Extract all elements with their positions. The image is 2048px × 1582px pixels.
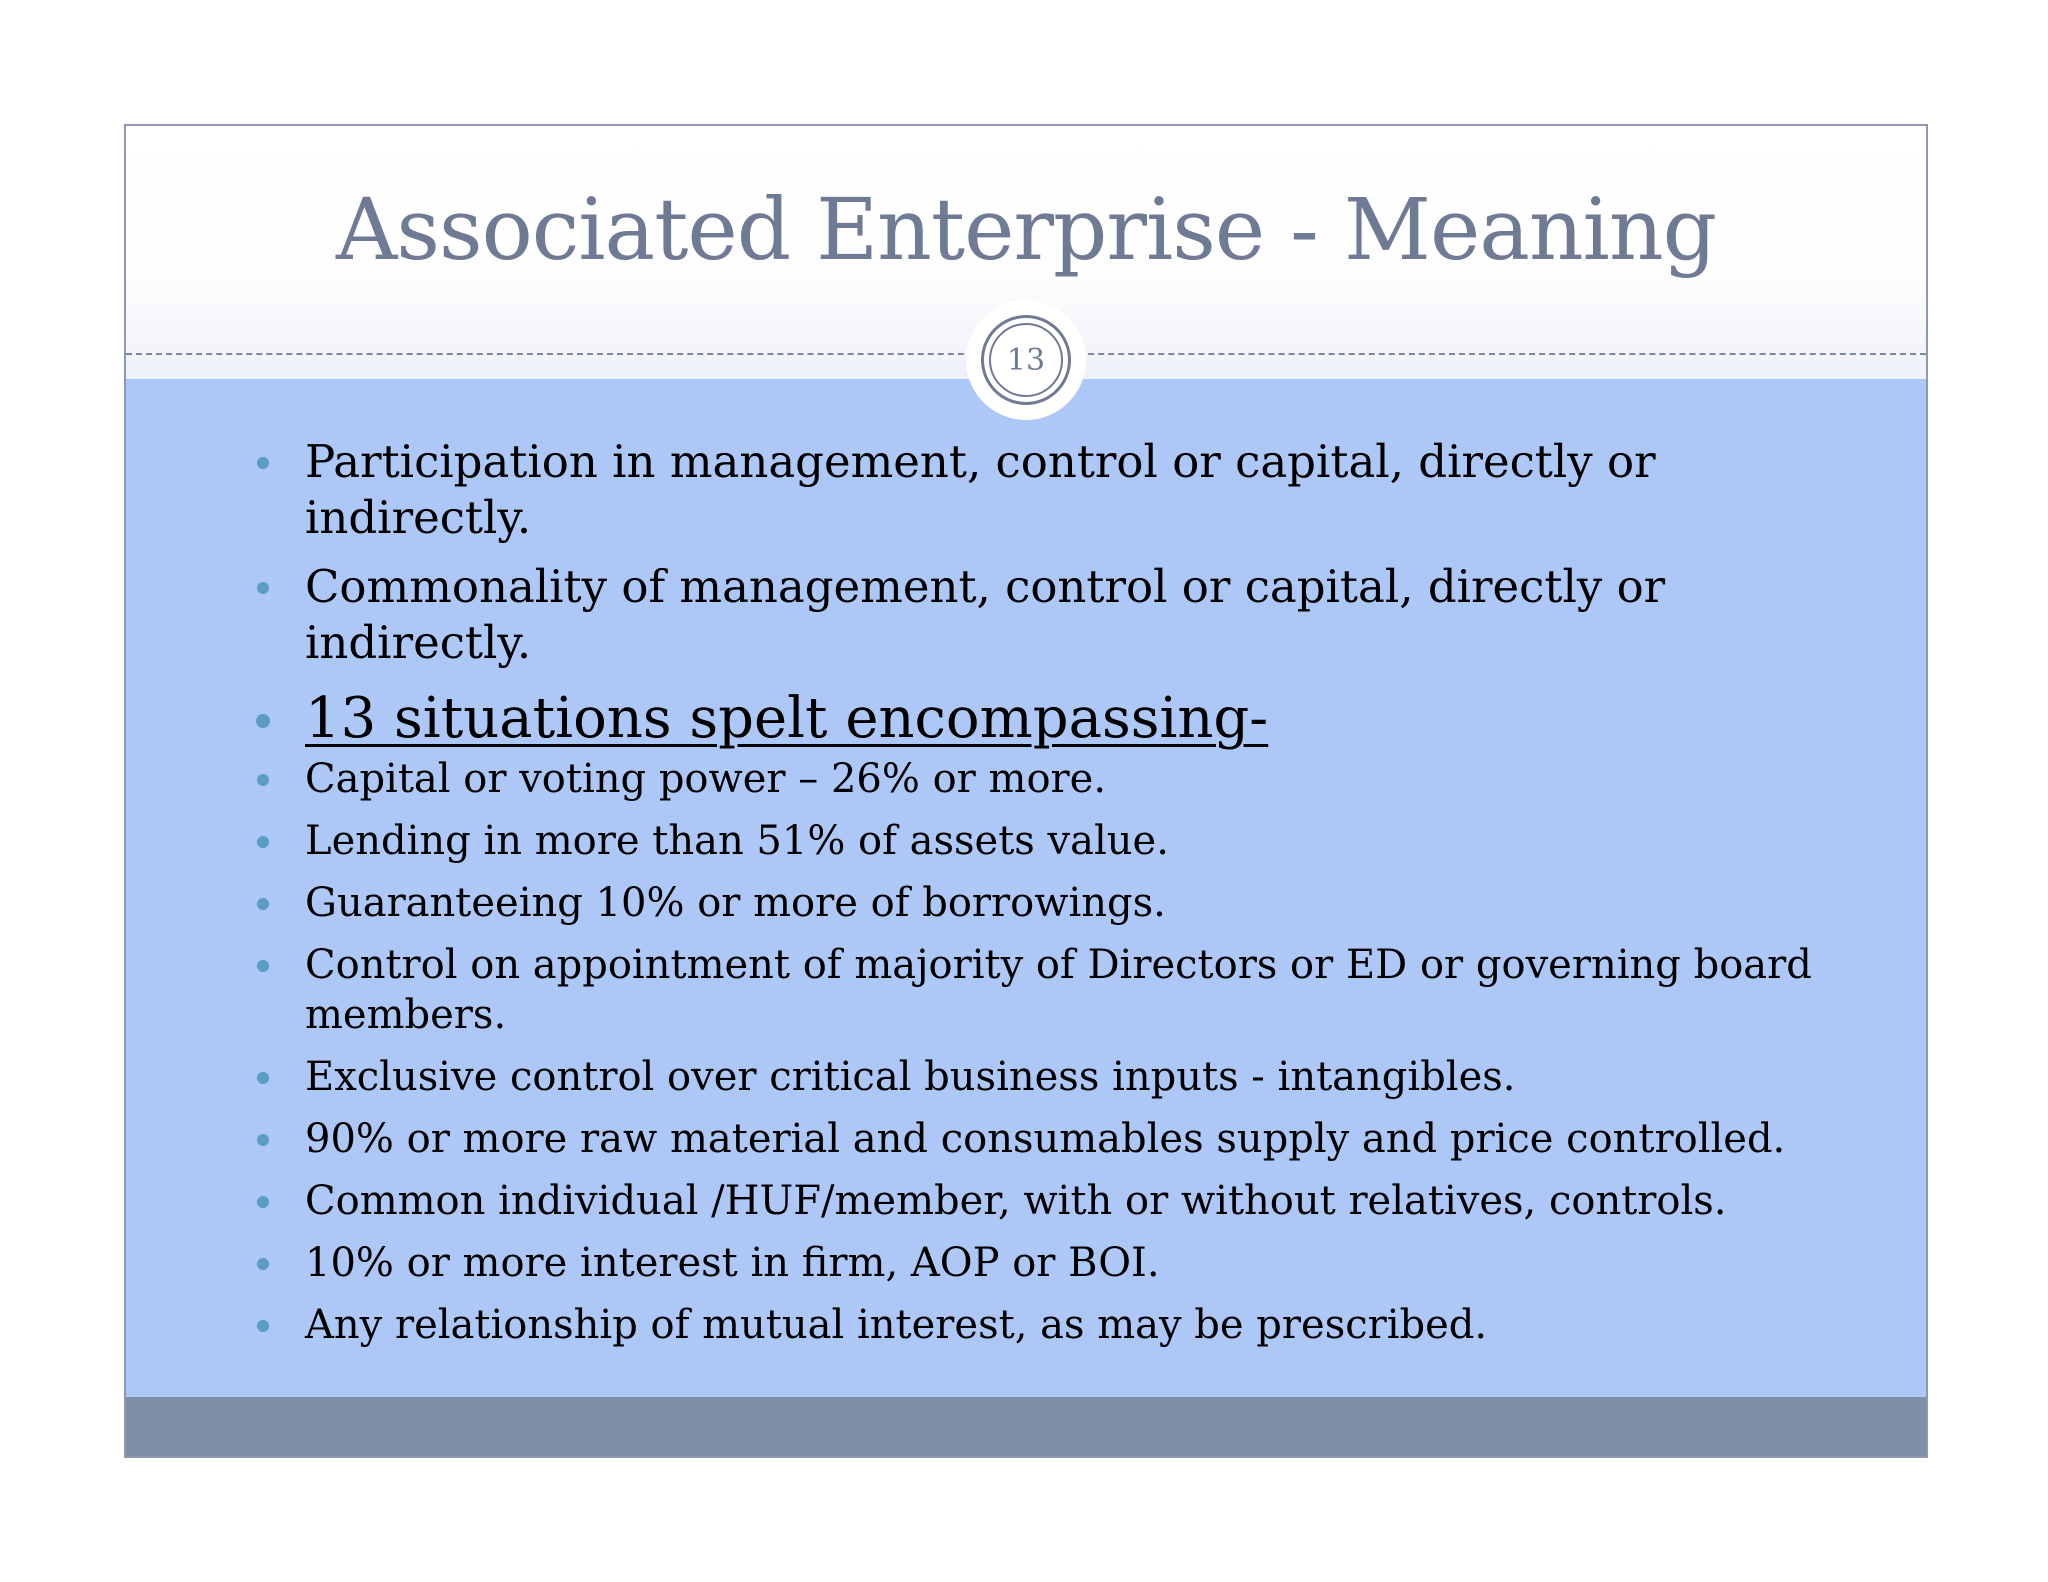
bullet-text: Guaranteeing 10% or more of borrowings.: [305, 880, 1166, 926]
bullet-item: [263, 940, 1823, 1040]
bullet-item: [263, 1114, 1823, 1164]
bullet-list: [126, 379, 1926, 1397]
bullet-dot-icon: [256, 714, 270, 728]
bullet-dot-icon: [257, 457, 269, 469]
bullet-dot-icon: [257, 774, 269, 786]
content-panel: [126, 379, 1926, 1397]
bullet-text: Common individual /HUF/member, with or without relatives, controls.: [305, 1178, 1727, 1224]
bullet-dot-icon: [257, 898, 269, 910]
slide-title: Associated Enterprise - Meaning: [335, 181, 1717, 280]
bullet-text: Commonality of management, control or capital, directly or indirectly.: [305, 560, 1666, 669]
bullet-text: Lending in more than 51% of assets value.: [305, 818, 1169, 864]
slide-number-badge: [981, 315, 1071, 405]
bullet-text: Capital or voting power – 26% or more.: [305, 756, 1107, 802]
bullet-text: Control on appointment of majority of Directors or ED or governing board members.: [305, 942, 1812, 1038]
bullet-item: [263, 1300, 1823, 1350]
footer-bar: [126, 1397, 1926, 1458]
bullet-dot-icon: [257, 836, 269, 848]
slide-number: 13: [989, 323, 1063, 397]
bullet-text: Exclusive control over critical business inputs - intangibles.: [305, 1054, 1516, 1100]
bullet-text: Any relationship of mutual interest, as may be prescribed.: [305, 1302, 1488, 1348]
bullet-item: [263, 1052, 1823, 1102]
bullet-heading-text: 13 situations spelt encompassing-: [305, 686, 1269, 751]
bullet-item: [263, 1238, 1823, 1288]
bullet-item: [263, 878, 1823, 928]
bullet-item: [263, 816, 1823, 866]
bullet-text: Participation in management, control or capital, directly or indirectly.: [305, 435, 1656, 544]
bullet-item: [263, 434, 1733, 546]
bullet-dot-icon: [257, 960, 269, 972]
bullet-item: [263, 1176, 1823, 1226]
bullet-dot-icon: [257, 1258, 269, 1270]
bullet-heading: [263, 684, 1823, 754]
bullet-item: [263, 754, 1823, 804]
bullet-dot-icon: [257, 582, 269, 594]
bullet-text: 90% or more raw material and consumables supply and price controlled.: [305, 1116, 1786, 1162]
bullet-dot-icon: [257, 1320, 269, 1332]
bullet-text: 10% or more interest in firm, AOP or BOI.: [305, 1240, 1160, 1286]
bullet-dot-icon: [257, 1134, 269, 1146]
slide: [124, 124, 1928, 1458]
bullet-dot-icon: [257, 1196, 269, 1208]
bullet-dot-icon: [257, 1072, 269, 1084]
bullet-item: [263, 559, 1733, 671]
